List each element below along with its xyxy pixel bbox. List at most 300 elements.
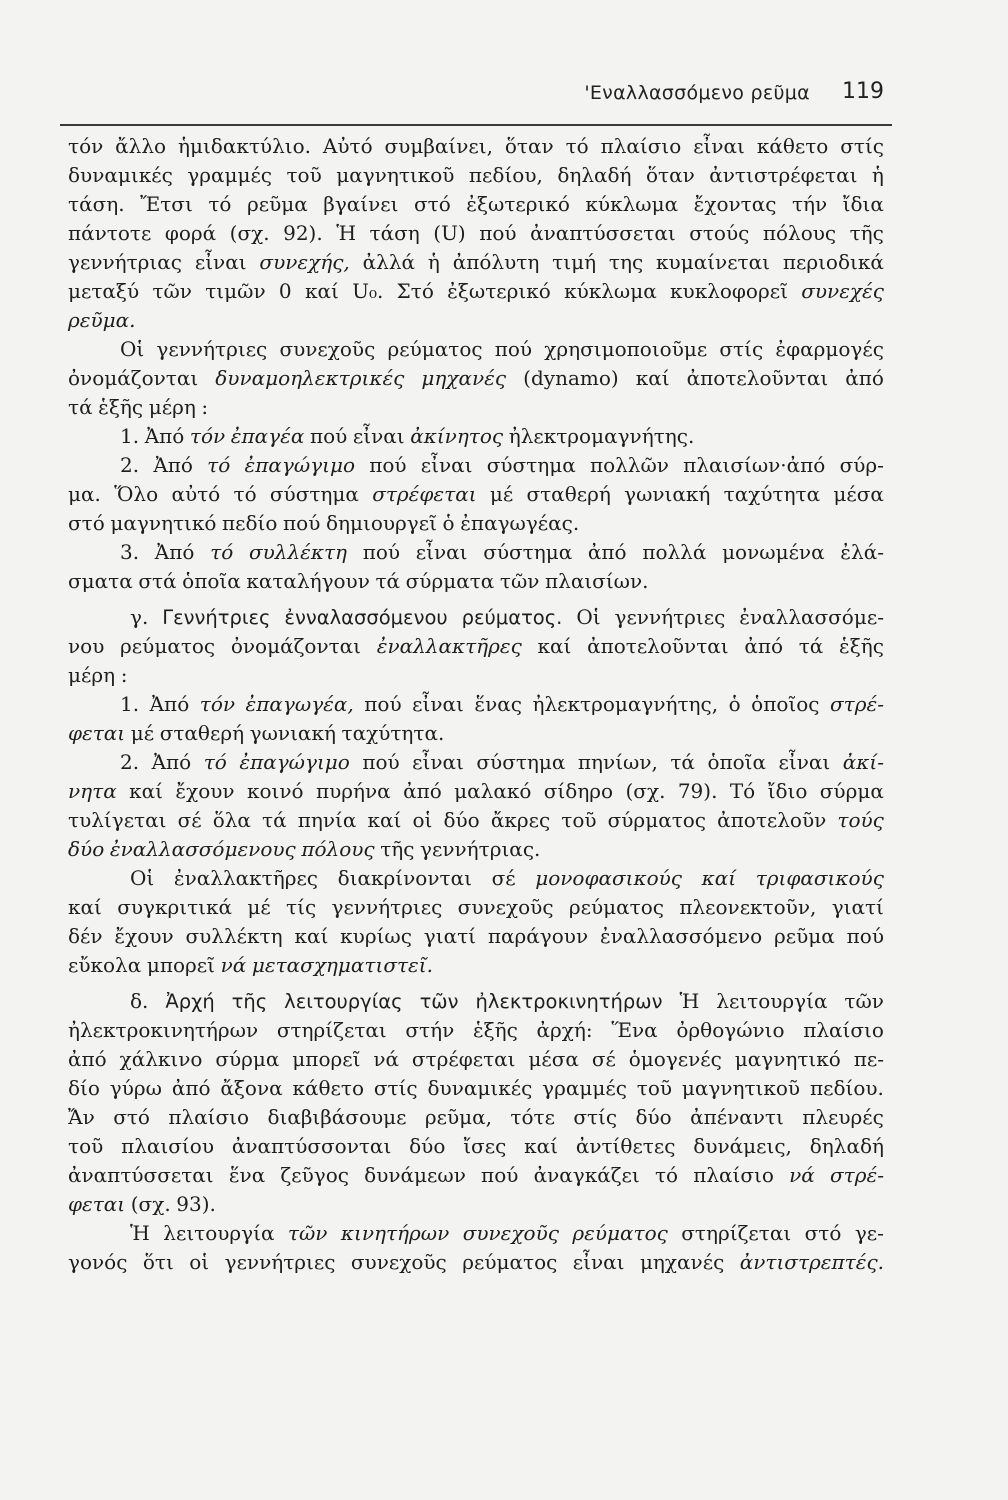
word: τῶν — [152, 279, 192, 303]
word: τά — [798, 634, 824, 658]
word: της — [608, 250, 644, 274]
word: πού — [494, 337, 533, 361]
word: διακρίνονται — [337, 866, 472, 890]
italic-word: τό — [207, 453, 231, 477]
word: ρεύματος — [120, 634, 216, 658]
word: ἔχοντας — [693, 192, 777, 216]
word: πού — [283, 511, 321, 535]
text-line — [68, 567, 884, 596]
word: γεννήτριας — [68, 250, 182, 274]
word: ἀντιστρέφεται — [709, 163, 858, 187]
word: Ἔτσι — [140, 192, 193, 216]
word: καί — [129, 779, 163, 803]
word: ὅταν — [646, 163, 695, 187]
word: εἶναι — [420, 453, 473, 477]
word: στηρίζεται — [681, 1221, 792, 1245]
word: μαγνητικό — [110, 511, 217, 535]
word: καί — [635, 366, 670, 390]
word: ἴσες — [463, 1134, 507, 1158]
word: τό — [208, 192, 232, 216]
italic-word: ἐναλλασσόμενους — [109, 837, 296, 861]
heading-word: Ἀρχή — [165, 990, 215, 1013]
word: πλευρές — [802, 1105, 884, 1129]
word: δηλαδή — [809, 1134, 884, 1158]
word: 1. — [120, 692, 140, 716]
word: δύο — [409, 1134, 446, 1158]
word: λειτουργία — [716, 989, 828, 1013]
word: πλεονεκτοῦν, — [679, 895, 817, 919]
word: νου — [68, 634, 105, 658]
word: ἀναπτύσσεται — [530, 221, 676, 245]
word: ἀποτελοῦνται — [587, 634, 729, 658]
word: μέσα — [528, 1047, 579, 1071]
word: πού — [362, 540, 401, 564]
word: γεννήτριες — [614, 605, 726, 629]
word: κάθετο — [292, 1076, 365, 1100]
word: δημιουργεῖ — [325, 511, 437, 535]
word: πηνία — [297, 808, 357, 832]
word: ὁμογενές — [628, 1047, 722, 1071]
text-line — [68, 1103, 884, 1132]
word: δύο — [635, 1105, 672, 1129]
text-line — [68, 480, 884, 509]
word: 2. — [120, 453, 140, 477]
word: πλαίσιο — [168, 1105, 250, 1129]
word: συμβαίνει, — [384, 134, 493, 158]
word: Ἡ — [679, 989, 700, 1013]
word: ἑξῆς — [472, 1018, 518, 1042]
word: ἀποτελοῦν — [717, 808, 827, 832]
word: παράγουν — [487, 924, 589, 948]
word: σύρ- — [839, 453, 884, 477]
word: ἐλά- — [840, 540, 884, 564]
word: μέ — [489, 482, 514, 506]
word: κάθετο — [756, 134, 829, 158]
word: εἶναι — [693, 134, 745, 158]
word: καταλήγουν — [246, 569, 370, 593]
word: τῶν — [844, 989, 884, 1013]
word: σύστημα — [269, 482, 359, 506]
word: σύρμα — [819, 779, 884, 803]
text-line — [68, 1161, 884, 1190]
word: Ἀπό — [149, 692, 190, 716]
word: ἀναπτύσσεται — [68, 1163, 214, 1187]
word: τοῦ — [286, 163, 322, 187]
word: τά — [262, 808, 287, 832]
word: ὁποῖος — [751, 692, 820, 716]
word: 3. — [120, 540, 140, 564]
word: ἑξῆς — [838, 634, 884, 658]
word: στό — [414, 192, 451, 216]
italic-word: συνεχής, — [259, 250, 350, 274]
word: τῆς — [380, 837, 415, 861]
word: γεννήτριες — [224, 1250, 336, 1274]
word: ρεῦμα, — [424, 1105, 493, 1129]
italic-word: τό — [203, 750, 227, 774]
word: τά — [670, 750, 695, 774]
word: εἶναι — [415, 540, 468, 564]
word: Ἕνα — [611, 1018, 658, 1042]
word: πολλῶν — [589, 453, 669, 477]
word: ὁποῖα — [182, 569, 241, 593]
word: (σχ. — [625, 779, 666, 803]
word: τῆς — [849, 221, 884, 245]
word: πλαίσιο — [803, 1018, 884, 1042]
word: ρεῦμα — [774, 924, 835, 948]
word: τοῦ — [68, 1134, 104, 1158]
word: ἐπαγωγέας. — [460, 511, 580, 535]
word: ὀρθογώνιο — [676, 1018, 785, 1042]
word: κοινό — [246, 779, 304, 803]
word: στό — [113, 1105, 150, 1129]
word: Ἀπό — [151, 750, 192, 774]
word: μονωμένα — [722, 540, 825, 564]
italic-word: ἐπαγέα — [230, 424, 305, 448]
word: (dynamo) — [523, 366, 619, 390]
italic-word: στρέ- — [829, 1163, 884, 1187]
word: ἡ — [427, 250, 440, 274]
italic-word: μετασχηματιστεῖ. — [251, 953, 433, 977]
word: τυλίγεται — [68, 808, 167, 832]
word: ὁ — [442, 511, 455, 535]
word: χάλκινο — [119, 1047, 203, 1071]
word: στό — [804, 1221, 842, 1245]
word: στίς — [719, 337, 764, 361]
word: ἠλεκτρομαγνήτης. — [508, 424, 695, 448]
word: ὀνομάζονται — [68, 366, 199, 390]
word: πού — [369, 453, 407, 477]
text-line — [68, 719, 884, 748]
word: : — [120, 663, 128, 687]
italic-word: ἐπαγώγιμο — [244, 453, 355, 477]
word: τοῦ — [561, 808, 597, 832]
word: δυνάμεων — [364, 1163, 466, 1187]
text-line — [68, 509, 884, 538]
text-line — [68, 306, 884, 335]
running-header — [60, 78, 890, 110]
word: κύκλωμα — [564, 279, 657, 303]
word: ἔχουν — [175, 779, 235, 803]
word: εὔκολα — [68, 953, 142, 977]
text-line — [68, 1074, 884, 1103]
word: στίς — [840, 134, 884, 158]
word: σέ — [491, 866, 516, 890]
word: ἴδια — [842, 192, 884, 216]
word: συλλέκτη — [185, 924, 283, 948]
word: Ἡ — [336, 221, 357, 245]
word: μέσα — [833, 482, 884, 506]
word: τότε — [510, 1105, 555, 1129]
word: ρεύματος — [387, 337, 483, 361]
word: 1. — [120, 424, 140, 448]
text-line — [68, 603, 884, 632]
text-line — [68, 864, 884, 893]
text-line — [68, 161, 884, 190]
word: μέ — [247, 895, 271, 919]
word: μέρη — [68, 663, 116, 687]
word: γεννήτριες — [331, 895, 443, 919]
italic-word: ἐπαγωγέα, — [245, 692, 354, 716]
word: Ἀπό — [153, 453, 193, 477]
heading-word: τῆς — [231, 990, 268, 1013]
word: συνεχοῦς — [457, 895, 554, 919]
word: ὅταν — [504, 134, 554, 158]
word: ἀντίθετες — [575, 1134, 676, 1158]
word: ἄλλο — [115, 134, 167, 158]
word: πεδίο — [222, 511, 278, 535]
word: ἀρχή: — [536, 1018, 593, 1042]
word: μαλακό — [454, 779, 532, 803]
word: οἱ — [189, 1250, 210, 1274]
word: ὅτι — [142, 1250, 174, 1274]
word: δίο — [68, 1076, 100, 1100]
italic-word: στρέφεται — [372, 482, 477, 506]
word: ἀπό — [845, 366, 884, 390]
italic-word: στρέ- — [829, 692, 884, 716]
word: πεδίου. — [809, 1076, 884, 1100]
italic-word: συνεχοῦς — [462, 1221, 559, 1245]
word: ὀνομάζονται — [230, 634, 362, 658]
word: σταθερή — [159, 721, 245, 745]
word: μηχανές — [639, 1250, 725, 1274]
word: Στό — [396, 279, 434, 303]
text-line — [68, 893, 884, 922]
word: ταχύτητα — [723, 482, 821, 506]
word: σύστημα — [476, 750, 566, 774]
word: στούς — [689, 221, 750, 245]
word: ἀπόλυτη — [452, 250, 540, 274]
word: Οἱ — [576, 605, 601, 629]
word: γύρω — [109, 1076, 162, 1100]
heading-word: τῶν — [419, 990, 459, 1013]
italic-word: ρεύματος — [572, 1221, 668, 1245]
word: στά — [138, 569, 177, 593]
word: U₀. — [352, 279, 384, 303]
word: ἀπό — [403, 779, 442, 803]
word: εἶναι — [572, 1250, 625, 1274]
text-line — [68, 422, 884, 451]
word: τά — [375, 569, 401, 593]
italic-word: τῶν — [287, 1221, 328, 1245]
text-line — [68, 922, 884, 951]
word: εἶναι — [412, 692, 464, 716]
text-line — [68, 690, 884, 719]
heading-word: λειτουργίας — [284, 990, 403, 1013]
word: γωνιακή — [249, 721, 336, 745]
word: περιοδικά — [782, 250, 884, 274]
word: Ἄν — [68, 1105, 95, 1129]
word: ἀλλά — [362, 250, 416, 274]
word: τιμῶν — [205, 279, 266, 303]
text-line — [68, 248, 884, 277]
word: Ὅλο — [114, 482, 159, 506]
word: ἑξῆς — [98, 395, 144, 419]
text-line — [68, 1045, 884, 1074]
word: πού — [481, 1163, 519, 1187]
header-rule — [60, 124, 892, 126]
word: 93). — [176, 1192, 216, 1216]
italic-word: μηχανές — [421, 366, 507, 390]
word: πολλά — [642, 540, 707, 564]
text-line — [68, 132, 884, 161]
word: σύρματα — [405, 569, 495, 593]
italic-word: φεται — [68, 1192, 126, 1216]
word: ρεῦμα — [246, 192, 308, 216]
word: εἶναι — [778, 750, 831, 774]
word: ὁποῖα — [707, 750, 767, 774]
word: ταχύτητα. — [341, 721, 445, 745]
word: ἀπό — [171, 1076, 211, 1100]
word: τόν — [68, 134, 104, 158]
word: γωνιακή — [624, 482, 711, 506]
text-line — [68, 393, 884, 422]
word: τό — [654, 1163, 679, 1187]
text-line — [68, 632, 884, 661]
word: ἡμιδακτύλιο. — [177, 134, 311, 158]
word: ἀπό — [744, 634, 784, 658]
word: 0 — [278, 279, 292, 303]
italic-word: μονοφασικούς — [535, 866, 682, 890]
word: κυκλοφορεῖ — [670, 279, 788, 303]
italic-word: συνεχές — [801, 279, 884, 303]
word: Ἀπό — [144, 424, 185, 448]
text-line — [68, 1016, 884, 1045]
word: δ. — [130, 989, 149, 1013]
italic-word: ἀκί- — [842, 750, 884, 774]
word: ἐξωτερικό — [447, 279, 551, 303]
word: σέ — [177, 808, 202, 832]
word: στίς — [573, 1105, 618, 1129]
word: ρεύματος — [568, 895, 664, 919]
page-number: 119 — [842, 79, 884, 104]
italic-word: δυναμοηλεκτρικές — [215, 366, 405, 390]
word: πού — [364, 692, 402, 716]
word: πεδίου, — [468, 163, 543, 187]
word: ὅλα — [212, 808, 251, 832]
word: πού — [846, 924, 884, 948]
word: ἐναλλασσόμε- — [739, 605, 884, 629]
italic-word: τούς — [837, 808, 884, 832]
word: 92). — [283, 221, 323, 245]
word: ἕνας — [474, 692, 522, 716]
word: τά — [68, 395, 93, 419]
heading-word: ρεύματος. — [461, 606, 563, 629]
word: εἶναι — [352, 424, 405, 448]
word: (σχ. — [229, 221, 270, 245]
word: μαγνητικοῦ — [681, 1076, 801, 1100]
word: πού — [309, 424, 348, 448]
word: Ἡ — [130, 1221, 150, 1245]
text-line — [68, 190, 884, 219]
word: δυναμικές — [427, 1076, 533, 1100]
word: τάση. — [68, 192, 125, 216]
word: Οἱ — [120, 337, 145, 361]
word: στρέφεται — [411, 1047, 516, 1071]
word: πόλους — [762, 221, 837, 245]
word: τάση — [369, 221, 420, 245]
italic-word: νητα — [68, 779, 117, 803]
italic-word: πόλους — [301, 837, 375, 861]
running-title: 'Εναλλασσόμενο ρεῦμα — [584, 82, 810, 104]
word: σταθερή — [526, 482, 611, 506]
word: ἴδιο — [767, 779, 808, 803]
text-line — [68, 835, 884, 864]
word: ρεύματος — [462, 1250, 558, 1274]
word: πλαίσιο — [693, 1163, 774, 1187]
word: τοῦ — [636, 1076, 673, 1100]
word: στηρίζεται — [276, 1018, 387, 1042]
heading-word: ἐνναλασσόμενου — [284, 606, 448, 629]
word: ἐναλλακτῆρες — [173, 866, 319, 890]
text-line — [68, 951, 884, 980]
word: ἐφαρμογές — [775, 337, 884, 361]
word: γονός — [68, 1250, 128, 1274]
word: τιμή — [552, 250, 597, 274]
word: φορά — [164, 221, 217, 245]
word: γ. — [130, 605, 149, 629]
heading-word: Γεννήτριες — [162, 606, 271, 629]
word: (σχ. — [130, 1192, 171, 1216]
word: ὁ — [728, 692, 741, 716]
word: δέν — [68, 924, 103, 948]
word: κυμαίνεται — [656, 250, 770, 274]
word: γε- — [854, 1221, 884, 1245]
word: ἀποτελοῦνται — [686, 366, 829, 390]
heading-word: ἠλεκτροκινητήρων — [475, 990, 663, 1013]
word: δηλαδή — [557, 163, 632, 187]
word: ἀπό — [587, 540, 627, 564]
word: εἶναι — [194, 250, 247, 274]
word: τό — [233, 482, 257, 506]
word: ἄξονα — [220, 1076, 283, 1100]
italic-word: ἐπαγώγιμο — [239, 750, 350, 774]
word: ἠλεκτρομαγνήτης, — [532, 692, 719, 716]
word: γεννήτριες — [156, 337, 268, 361]
word: ἄκρες — [490, 808, 551, 832]
word: δυναμικές — [68, 163, 173, 187]
word: καί — [524, 1134, 558, 1158]
word: συγκριτικά — [117, 895, 232, 919]
word: συνεχοῦς — [350, 1250, 447, 1274]
italic-word: τριφασικούς — [755, 866, 884, 890]
word: 79). — [677, 779, 718, 803]
word: πλαισίων·ἀπό — [683, 453, 826, 477]
word: ἡ — [871, 163, 884, 187]
text-line — [68, 1248, 884, 1277]
text-line — [68, 538, 884, 567]
italic-word: ἐναλλακτῆρες — [376, 634, 522, 658]
italic-word: τόν — [189, 424, 226, 448]
word: σματα — [68, 569, 133, 593]
text-line — [68, 806, 884, 835]
word: ζεῦγος — [280, 1163, 349, 1187]
word: πού — [479, 221, 517, 245]
word: (U) — [433, 221, 466, 245]
word: γιατί — [831, 895, 884, 919]
word: σέ — [591, 1047, 616, 1071]
word: πλαισίων. — [545, 569, 649, 593]
word: τήν — [791, 192, 828, 216]
word: μέρη — [148, 395, 196, 419]
word: κυρίως — [340, 924, 412, 948]
word: γιατί — [423, 924, 477, 948]
text-line — [68, 364, 884, 393]
word: βγαίνει — [323, 192, 399, 216]
word: μαγνητικοῦ — [336, 163, 455, 187]
word: καί — [367, 808, 402, 832]
word: καί — [294, 924, 329, 948]
italic-word: ἀντιστρεπτές. — [739, 1250, 884, 1274]
